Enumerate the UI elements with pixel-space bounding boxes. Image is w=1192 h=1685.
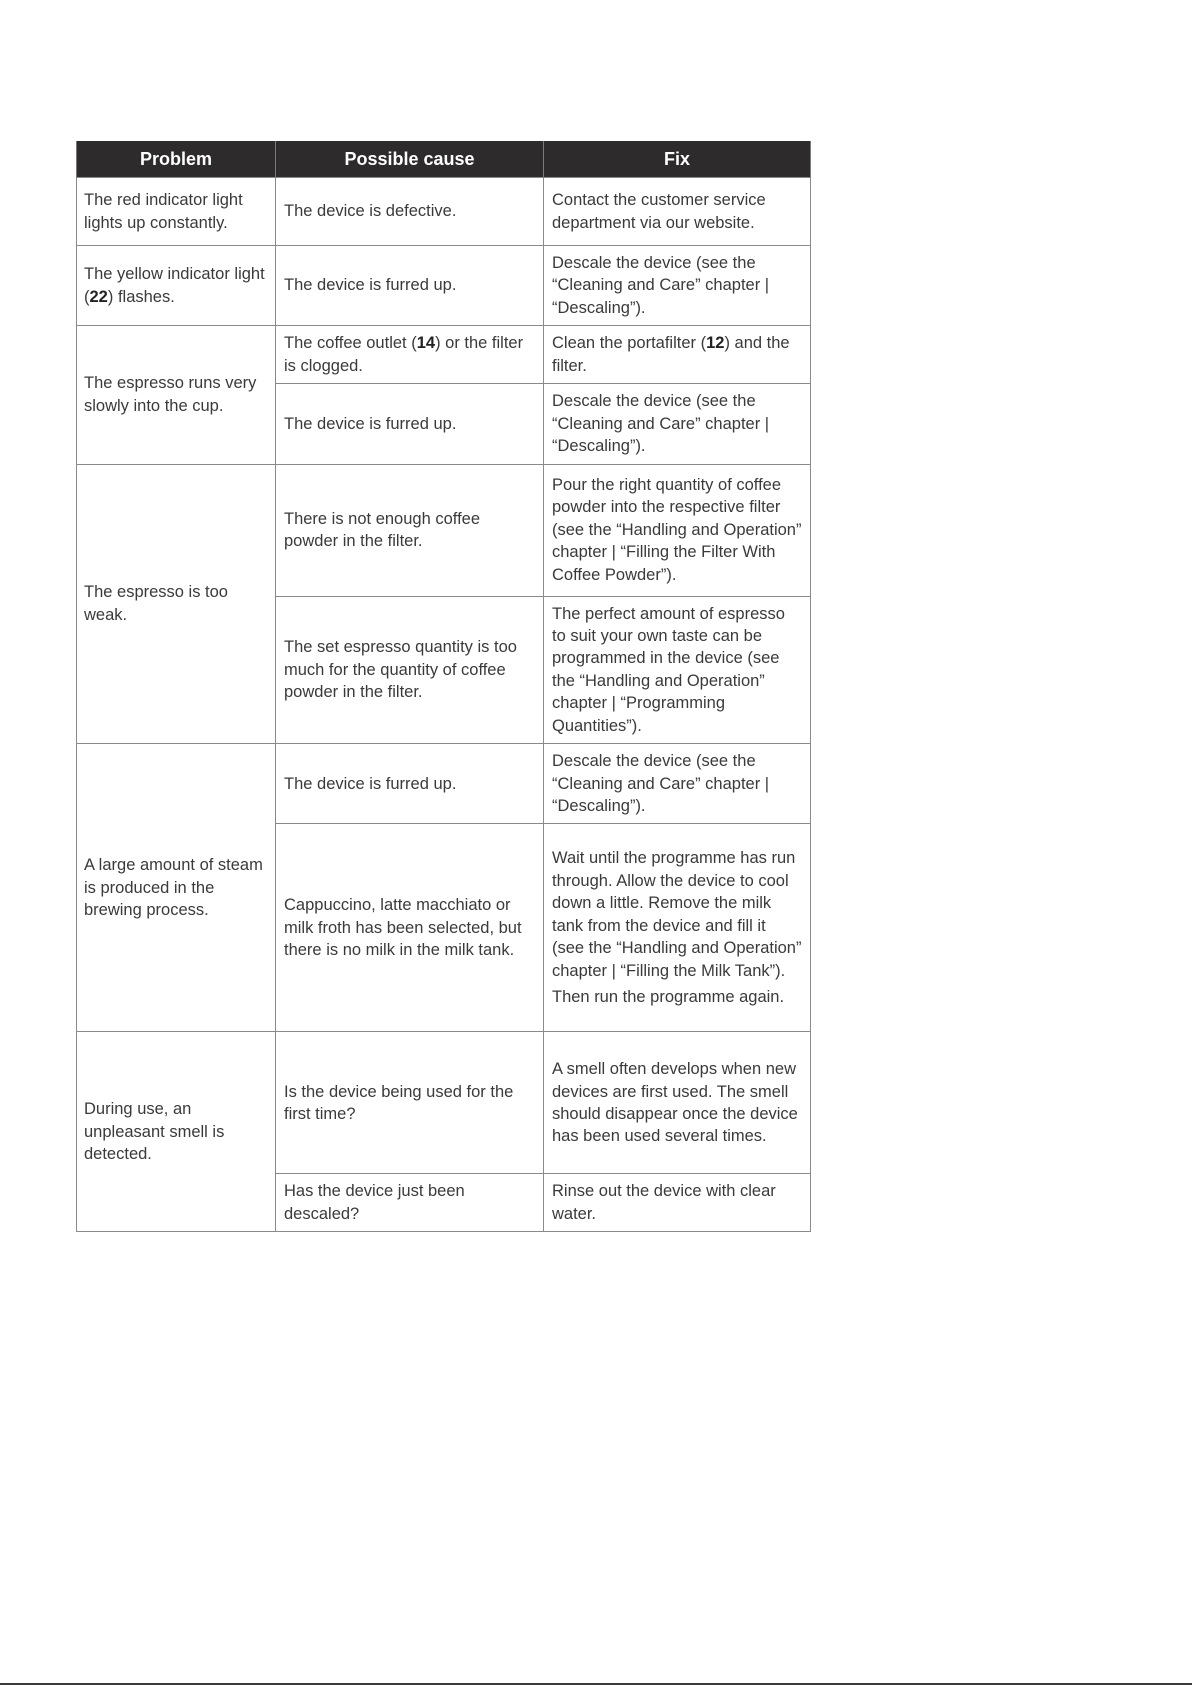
problem-cell — [77, 246, 276, 326]
fix-text: Then run the programme again. — [552, 988, 785, 1007]
table-row — [77, 744, 811, 824]
cause-cell: Cappuccino, latte macchiato or milk froth has been selected, but there is no milk in the milk tank. — [276, 824, 544, 1032]
header-possible-cause: Possible cause — [276, 141, 544, 178]
table-row — [77, 326, 811, 384]
problem-cell: The red indicator light lights up constantly. — [77, 178, 276, 246]
fix-text: Descale the device (see the “Cleaning and Care” chapter | “Descaling”). — [552, 752, 770, 815]
reference-number: 14 — [416, 334, 436, 353]
fix-cell — [544, 744, 811, 824]
cause-cell: Has the device just been descaled? — [276, 1174, 544, 1232]
header-problem: Problem — [77, 141, 276, 178]
fix-cell — [544, 464, 811, 596]
problem-cell: A large amount of steam is produced in the brewing process. — [77, 744, 276, 1032]
cause-text: ) or the filter is clogged. — [284, 334, 524, 375]
cause-cell: The device is defective. — [276, 178, 544, 246]
fix-text: ) and the filter. — [552, 334, 790, 375]
fix-cell — [544, 384, 811, 464]
fix-text: Rinse out the device with clear water. — [552, 1182, 776, 1223]
troubleshooting-table — [76, 141, 811, 1232]
fix-text: The perfect amount of espresso to suit your own taste can be programmed in the device (see the “Handling and Operation” chapter | “Programming Quantities”). — [552, 604, 785, 735]
cause-cell: The device is furred up. — [276, 246, 544, 326]
fix-cell — [544, 326, 811, 384]
fix-cell — [544, 178, 811, 246]
cause-cell: There is not enough coffee powder in the filter. — [276, 464, 544, 596]
fix-cell — [544, 1032, 811, 1174]
problem-cell: The espresso is too weak. — [77, 464, 276, 744]
fix-text: Descale the device (see the “Cleaning and Care” chapter | “Descaling”). — [552, 392, 770, 456]
header-fix: Fix — [544, 141, 811, 178]
fix-cell — [544, 596, 811, 744]
cause-cell: Is the device being used for the first time? — [276, 1032, 544, 1174]
cause-text: The coffee outlet ( — [284, 334, 417, 353]
fix-text: Pour the right quantity of coffee powder into the respective filter (see the “Handling and Operation” chapter | “Filling the Filter With Coffee Powder”). — [552, 475, 802, 584]
fix-text: Contact the customer service department via our website. — [552, 191, 766, 232]
fix-text: Clean the portafilter ( — [552, 334, 707, 353]
fix-cell — [544, 824, 811, 1032]
problem-cell: During use, an unpleasant smell is detected. — [77, 1032, 276, 1232]
table-row — [77, 464, 811, 596]
reference-number: 12 — [706, 334, 725, 353]
problem-cell: The espresso runs very slowly into the cup. — [77, 326, 276, 464]
cause-cell — [276, 326, 544, 384]
fix-cell — [544, 1174, 811, 1232]
table-header-row — [77, 141, 811, 178]
fix-cell — [544, 246, 811, 326]
fix-text: A smell often develops when new devices are first used. The smell should disappear once the device has been used several times. — [552, 1060, 798, 1146]
fix-text: Wait until the programme has run through. Allow the device to cool down a little. Remove the milk tank from the device and fill it (see the “Handling and Operation” chapter | “Filling the Milk Tank”). — [552, 849, 802, 980]
cause-cell: The device is furred up. — [276, 744, 544, 824]
table-row — [77, 1032, 811, 1174]
table-row — [77, 246, 811, 326]
cause-cell: The set espresso quantity is too much for the quantity of coffee powder in the filter. — [276, 596, 544, 744]
problem-text: The yellow indicator light ( — [84, 265, 265, 306]
cause-cell: The device is furred up. — [276, 384, 544, 464]
reference-number: 22 — [89, 287, 108, 306]
fix-text: Descale the device (see the “Cleaning and Care” chapter | “Descaling”). — [552, 254, 770, 317]
problem-text: ) flashes. — [107, 287, 175, 306]
table-row — [77, 178, 811, 246]
